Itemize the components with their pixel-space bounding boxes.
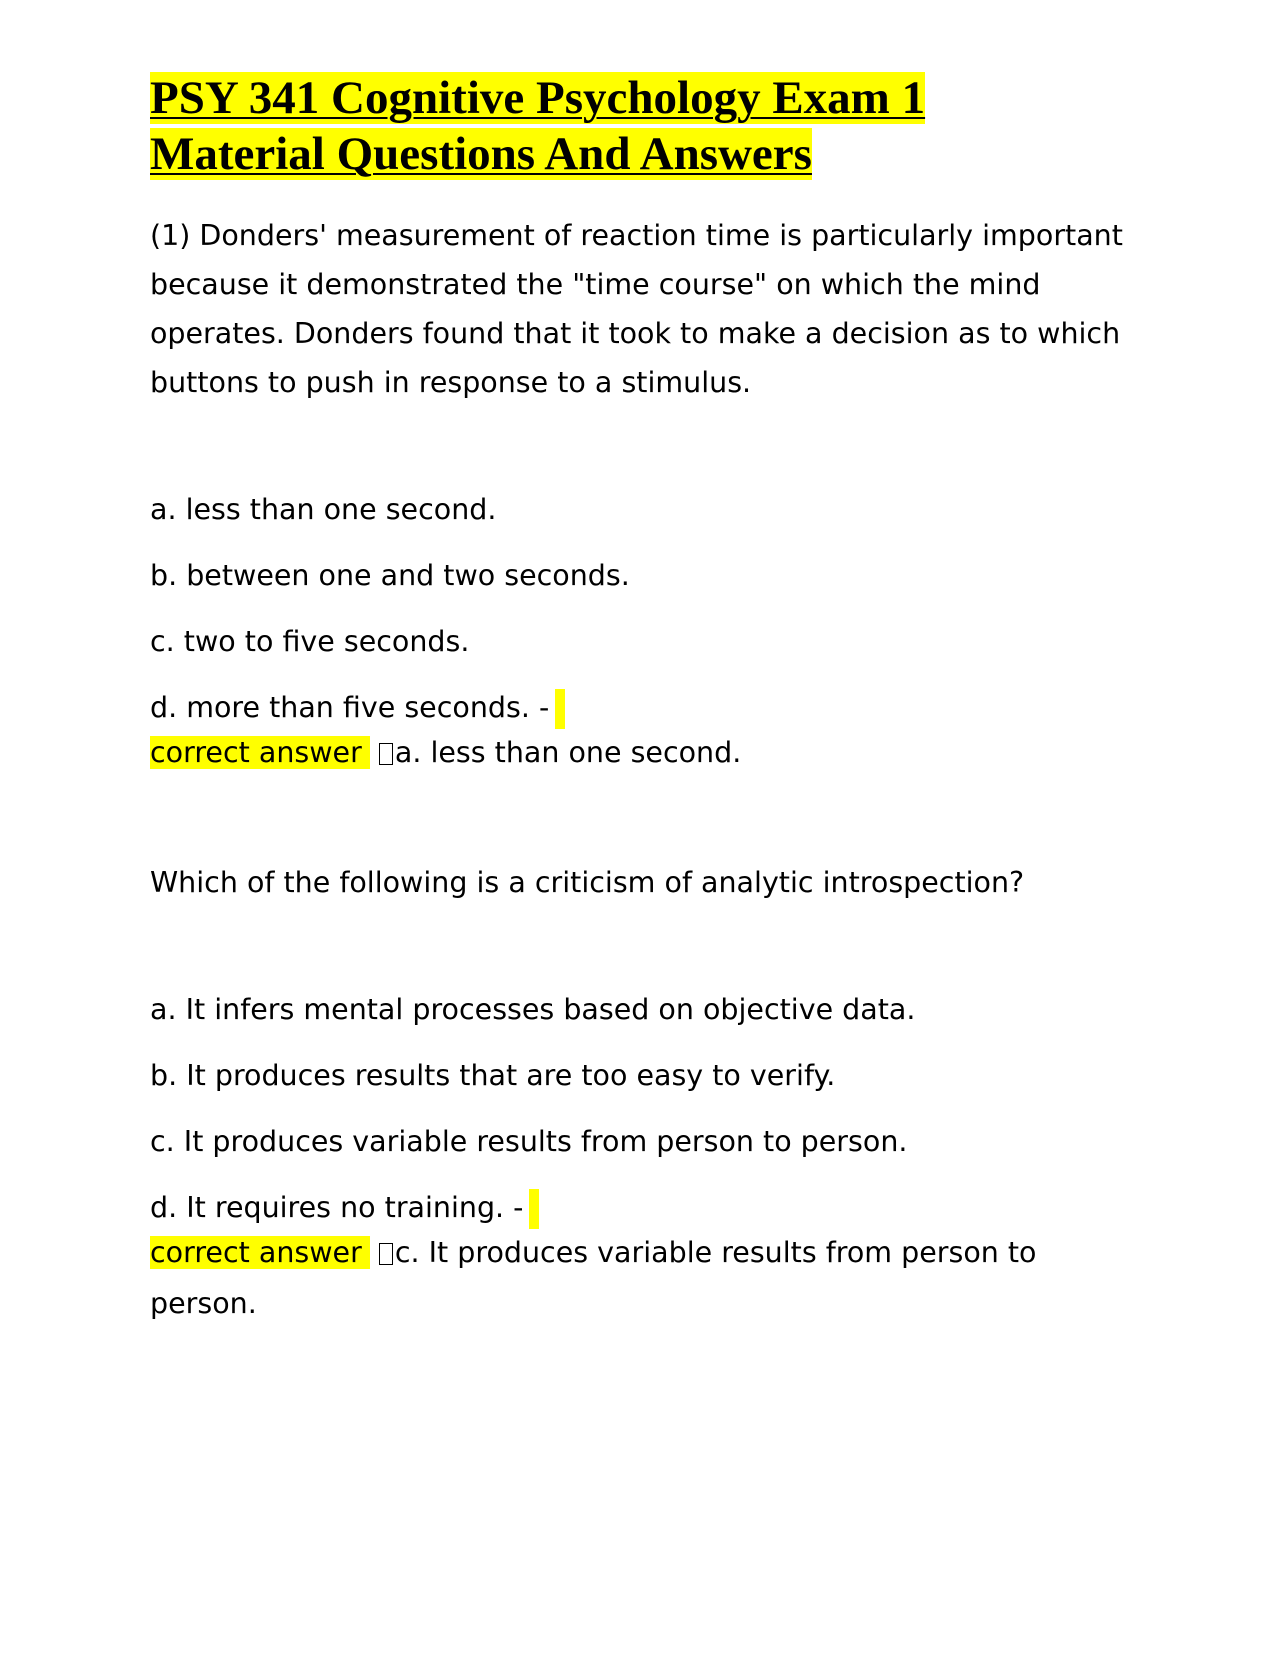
missing-glyph-icon <box>379 1243 393 1265</box>
document-page <box>150 70 1130 1329</box>
document-title <box>150 70 1130 182</box>
question-2-option-a: a. It infers mental processes based on objective data. <box>150 993 916 1026</box>
question-block-1 <box>150 211 1130 778</box>
question-1-answer <box>150 727 1130 778</box>
title-line-1: PSY 341 Cognitive Psychology Exam 1 <box>150 72 926 124</box>
question-1-option-a: a. less than one second. <box>150 493 497 526</box>
question-2-answer-text: c. It produces variable results from person to person. <box>150 1236 1037 1320</box>
correct-answer-label: correct answer <box>150 1236 370 1269</box>
highlight-mark <box>555 689 565 729</box>
question-2-answer <box>150 1227 1130 1329</box>
title-line-2: Material Questions And Answers <box>150 128 812 180</box>
question-2-option-d <box>150 1189 1130 1227</box>
question-1-option-b: b. between one and two seconds. <box>150 559 630 592</box>
question-1-answer-text: a. less than one second. <box>394 736 742 769</box>
question-1-text: (1) Donders' measurement of reaction time is particularly important because it demonstrated the "time course" on which the mind operates. Donders found that it took to make a decision as to which buttons to push in response to a stimulus. <box>150 219 1123 399</box>
question-2-options <box>150 991 1130 1227</box>
highlight-mark <box>529 1189 539 1229</box>
correct-answer-label: correct answer <box>150 736 370 769</box>
question-1-option-d-text: d. more than five seconds. - <box>150 691 550 724</box>
question-2-option-d-text: d. It requires no training. - <box>150 1191 524 1224</box>
question-2-text: Which of the following is a criticism of analytic introspection? <box>150 866 1025 899</box>
question-block-2 <box>150 858 1130 1329</box>
question-1-option-c: c. two to five seconds. <box>150 625 470 658</box>
question-1-options <box>150 491 1130 727</box>
missing-glyph-icon <box>379 743 393 765</box>
question-1-option-d <box>150 689 1130 727</box>
question-2-option-c: c. It produces variable results from person to person. <box>150 1125 908 1158</box>
question-2-option-b: b. It produces results that are too easy to verify. <box>150 1059 836 1092</box>
